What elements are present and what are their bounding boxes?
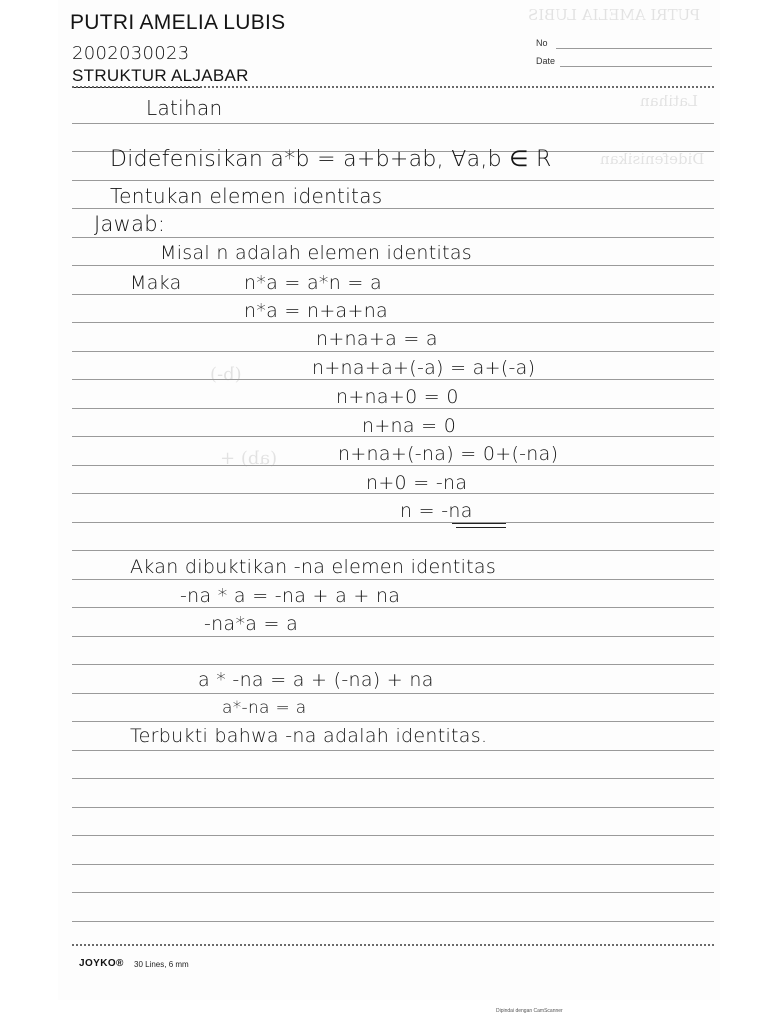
ruled-line (72, 208, 714, 209)
student-id: 2002030023 (72, 43, 190, 64)
ruled-line (72, 351, 714, 352)
derivation-step: n+na+a = a (316, 328, 438, 350)
ruled-line (72, 322, 714, 323)
ruled-line (72, 721, 714, 722)
ruled-line (72, 636, 714, 637)
derivation-step: n*a = a*n = a (244, 272, 382, 294)
maka-label: Maka (130, 272, 182, 294)
derivation-step: n*a = n+a+na (244, 300, 388, 322)
ruled-line (72, 579, 714, 580)
proof-step: -na * a = -na + a + na (180, 585, 401, 607)
ruled-line (72, 921, 714, 922)
conclusion-line: Terbukti bahwa -na adalah identitas. (130, 725, 488, 747)
problem-definition: Didefenisikan a*b = a+b+ab, ∀a,b ∈ R (110, 147, 552, 172)
bottom-margin-rule (72, 944, 714, 946)
ruled-line (72, 807, 714, 808)
ruled-line (72, 607, 714, 608)
ruled-line (72, 835, 714, 836)
no-line (556, 48, 712, 49)
notebook-brand-logo: JOYKO® (79, 958, 124, 969)
derivation-result: n = -na (400, 500, 473, 522)
scanner-watermark: Dipindai dengan CamScanner (496, 1008, 563, 1014)
student-name: PUTRI AMELIA LUBIS (70, 11, 286, 34)
proof-step: a*-na = a (222, 698, 307, 718)
derivation-step: n+na+(-na) = 0+(-na) (338, 443, 559, 465)
ruled-line (72, 465, 714, 466)
ruled-line (72, 550, 714, 551)
date-line (560, 66, 712, 67)
ruled-line (72, 408, 714, 409)
ruled-line (72, 693, 714, 694)
ruled-line (72, 294, 714, 295)
ruled-line (72, 123, 714, 124)
ruled-line (72, 237, 714, 238)
result-double-underline (456, 527, 506, 528)
derivation-step: n+na+0 = 0 (336, 386, 459, 408)
derivation-step: n+na+a+(-a) = a+(-a) (312, 357, 536, 379)
ruled-line (72, 265, 714, 266)
top-margin-rule (72, 86, 714, 88)
exercise-title: Latihan (146, 96, 223, 120)
proof-step: a * -na = a + (-na) + na (198, 669, 434, 691)
ruled-line (72, 180, 714, 181)
ruled-line (72, 750, 714, 751)
problem-question: Tentukan elemen identitas (110, 184, 383, 208)
course-name: STRUKTUR ALJABAR (72, 66, 249, 85)
ruled-line (72, 892, 714, 893)
proof-intro: Akan dibuktikan -na elemen identitas (130, 556, 497, 578)
derivation-step: n+na = 0 (362, 415, 457, 437)
notebook-line-spec: 30 Lines, 6 mm (134, 960, 189, 969)
ruled-line (72, 664, 714, 665)
ruled-line (72, 864, 714, 865)
answer-label: Jawab: (94, 212, 166, 236)
ruled-line (72, 778, 714, 779)
derivation-step: n+0 = -na (366, 472, 468, 494)
assumption-line: Misal n adalah elemen identitas (160, 242, 472, 264)
date-label: Date (536, 56, 556, 66)
proof-step: -na*a = a (204, 613, 299, 635)
no-label: No (536, 38, 548, 48)
ruled-line (72, 379, 714, 380)
ruled-line (72, 522, 714, 523)
result-double-underline (452, 523, 506, 524)
